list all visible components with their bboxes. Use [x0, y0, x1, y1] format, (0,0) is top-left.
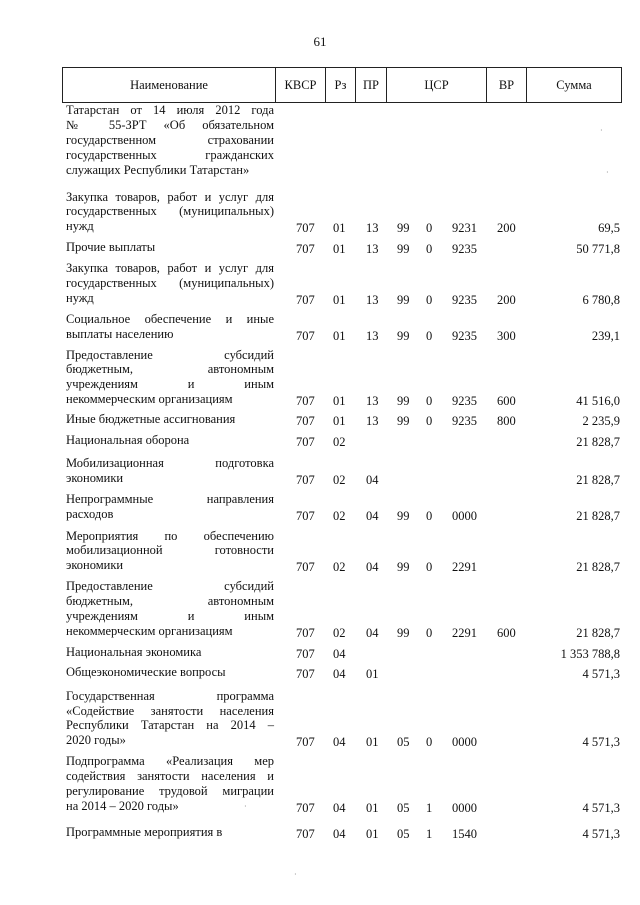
cell-rz: 01 — [333, 221, 346, 236]
cell-pr: 01 — [366, 735, 379, 750]
table-row — [0, 825, 640, 842]
row-name-line: Прочие выплаты — [66, 240, 156, 255]
cell-kvsr: 707 — [296, 292, 315, 307]
cell-pr: 01 — [366, 666, 379, 681]
row-name-line: № 55-ЗРТ «Об обязательном — [66, 117, 274, 132]
row-name — [66, 754, 274, 814]
row-name-line: экономики — [66, 470, 124, 485]
cell-rz: 02 — [333, 472, 346, 487]
cell-rz: 04 — [333, 666, 346, 681]
cell-csr3 — [452, 435, 492, 450]
row-name-line: регулирование трудовой миграции — [66, 784, 274, 798]
row-name-line: Мероприятия по обеспечению — [66, 528, 274, 543]
cell-pr: 13 — [366, 394, 379, 409]
cell-sum: 239,1 — [591, 328, 620, 343]
row-name — [66, 456, 274, 486]
row-name-line: Подпрограмма «Реализация мер — [66, 754, 274, 769]
row-name-line: нужд — [66, 219, 94, 234]
cell-pr: 13 — [366, 221, 379, 236]
cell-csr3 — [452, 473, 492, 488]
row-name — [66, 492, 274, 522]
cell-sum: 4 571,3 — [582, 666, 620, 681]
cell-kvsr: 707 — [296, 434, 315, 449]
cell-csr3: 0000 — [452, 800, 477, 815]
cell-sum: 4 571,3 — [582, 826, 620, 841]
cell-kvsr: 707 — [296, 394, 315, 409]
cell-csr1: 99 — [397, 221, 410, 236]
cell-csr2: 0 — [426, 328, 433, 343]
cell-csr1: 99 — [397, 394, 410, 409]
header-sum: Сумма — [556, 78, 592, 92]
cell-pr: 04 — [366, 508, 379, 523]
row-name — [66, 412, 274, 427]
row-name — [66, 579, 274, 639]
cell-csr3: 0000 — [452, 735, 477, 750]
row-name-line: Национальная экономика — [66, 644, 202, 659]
cell-csr1: 05 — [397, 735, 410, 750]
cell-csr2 — [426, 667, 436, 682]
row-name-line: 2020 годы» — [66, 733, 126, 748]
row-name-line: учреждениям и иным — [66, 377, 274, 392]
cell-kvsr: 707 — [296, 414, 315, 429]
row-name-line: некоммерческим организациям — [66, 392, 233, 407]
cell-kvsr: 707 — [296, 508, 315, 523]
cell-csr3: 9235 — [452, 242, 477, 257]
cell-vr: 200 — [497, 292, 516, 307]
table-row — [0, 433, 640, 450]
cell-rz: 01 — [333, 328, 346, 343]
cell-csr1: 05 — [397, 826, 410, 841]
row-name-line: экономики — [66, 558, 124, 573]
row-name — [66, 103, 274, 178]
page-number: 61 — [313, 34, 327, 49]
cell-csr3: 2291 — [452, 560, 477, 575]
header-name: Наименование — [63, 68, 276, 102]
row-name-line: Татарстан от 14 июля 2012 года — [66, 103, 274, 117]
row-name — [66, 689, 274, 749]
row-name — [66, 240, 274, 255]
cell-kvsr: 707 — [296, 472, 315, 487]
cell-csr2: 1 — [426, 826, 433, 841]
table-row — [0, 645, 640, 662]
cell-csr2 — [426, 165, 436, 180]
cell-vr: 300 — [497, 328, 516, 343]
cell-csr3: 0000 — [452, 508, 477, 523]
table-row — [0, 190, 640, 237]
scan-speck: · — [244, 802, 247, 811]
cell-csr1: 99 — [397, 625, 410, 640]
cell-csr1 — [397, 667, 417, 682]
row-name-line: Национальная оборона — [66, 433, 190, 448]
cell-vr: 800 — [497, 414, 516, 429]
row-name-line: выплаты населению — [66, 326, 174, 341]
row-name-line: Мобилизационная подготовка — [66, 455, 274, 470]
cell-csr1: 99 — [397, 414, 410, 429]
row-name — [66, 665, 274, 680]
cell-rz: 01 — [333, 242, 346, 257]
cell-pr: 13 — [366, 292, 379, 307]
cell-csr2: 0 — [426, 560, 433, 575]
cell-kvsr: 707 — [296, 735, 315, 750]
cell-kvsr: 707 — [296, 625, 315, 640]
table-row — [0, 456, 640, 488]
cell-kvsr: 707 — [296, 328, 315, 343]
row-name — [66, 645, 274, 660]
row-name-line: учреждениям и иным — [66, 609, 274, 624]
cell-kvsr: 707 — [296, 826, 315, 841]
row-name-line: мобилизационной готовности — [66, 543, 274, 558]
table-row — [0, 529, 640, 576]
cell-csr2: 1 — [426, 800, 433, 815]
row-name-line: расходов — [66, 506, 114, 521]
cell-pr: 04 — [366, 560, 379, 575]
row-name-line: на 2014 – 2020 годы» — [66, 798, 179, 813]
row-name — [66, 190, 274, 235]
cell-csr2: 0 — [426, 508, 433, 523]
header-kvsr: КВСР — [276, 68, 326, 102]
cell-rz: 02 — [333, 560, 346, 575]
table-row — [0, 312, 640, 344]
cell-csr2: 0 — [426, 625, 433, 640]
row-name-line: Социальное обеспечение и иные — [66, 311, 274, 326]
row-name-line: «Содействие занятости населения — [66, 703, 274, 718]
table-row — [0, 348, 640, 410]
cell-sum: 6 780,8 — [582, 292, 620, 307]
row-name-line: Иные бюджетные ассигнования — [66, 412, 236, 427]
cell-rz: 01 — [333, 414, 346, 429]
cell-kvsr: 707 — [296, 800, 315, 815]
cell-pr: 13 — [366, 328, 379, 343]
cell-csr2 — [426, 647, 436, 662]
table-row — [0, 412, 640, 429]
cell-csr1 — [397, 473, 417, 488]
cell-csr1: 99 — [397, 508, 410, 523]
row-name-line: бюджетным, автономным — [66, 594, 274, 609]
cell-csr3: 2291 — [452, 625, 477, 640]
cell-csr1: 99 — [397, 560, 410, 575]
row-name-line: бюджетным, автономным — [66, 362, 274, 377]
scan-speck: · — [294, 870, 297, 879]
cell-csr2: 0 — [426, 242, 433, 257]
cell-pr: 04 — [366, 472, 379, 487]
cell-csr2: 0 — [426, 221, 433, 236]
row-name — [66, 312, 274, 342]
cell-csr1: 99 — [397, 292, 410, 307]
row-name-line: Предоставление субсидий — [66, 347, 274, 362]
row-name-line: Государственная программа — [66, 688, 274, 703]
cell-kvsr: 707 — [296, 221, 315, 236]
cell-sum: 21 828,7 — [576, 508, 620, 523]
cell-csr3 — [452, 647, 492, 662]
cell-csr3: 9235 — [452, 292, 477, 307]
header-pr: ПР — [356, 68, 387, 102]
row-name — [66, 433, 274, 448]
row-name-line: содействия занятости населения и — [66, 769, 274, 784]
row-name-line: Программные мероприятия в — [66, 824, 223, 839]
cell-csr1 — [397, 165, 417, 180]
cell-kvsr: 707 — [296, 646, 315, 661]
cell-pr — [366, 435, 388, 450]
table-row — [0, 103, 640, 180]
cell-rz: 01 — [333, 292, 346, 307]
cell-vr: 600 — [497, 394, 516, 409]
scan-speck: · — [606, 168, 609, 177]
cell-csr1 — [397, 435, 417, 450]
row-name-line: нужд — [66, 290, 94, 305]
cell-sum: 4 571,3 — [582, 735, 620, 750]
cell-rz: 04 — [333, 646, 346, 661]
cell-sum: 41 516,0 — [576, 394, 620, 409]
table-row — [0, 240, 640, 257]
row-name-line: Закупка товаров, работ и услуг для — [66, 189, 274, 204]
row-name — [66, 529, 274, 574]
cell-rz: 02 — [333, 508, 346, 523]
cell-csr1: 99 — [397, 242, 410, 257]
cell-pr: 13 — [366, 414, 379, 429]
cell-pr: 13 — [366, 242, 379, 257]
cell-rz: 04 — [333, 800, 346, 815]
cell-sum: 4 571,3 — [582, 800, 620, 815]
table-header — [62, 67, 622, 103]
table-row — [0, 754, 640, 816]
cell-rz: 02 — [333, 625, 346, 640]
row-name-line: некоммерческим организациям — [66, 623, 233, 638]
row-name-line: государственном страховании — [66, 132, 274, 147]
row-name-line: государственных гражданских — [66, 147, 274, 162]
cell-pr: 04 — [366, 625, 379, 640]
table-row — [0, 261, 640, 308]
cell-csr3: 9231 — [452, 221, 477, 236]
cell-rz: 04 — [333, 826, 346, 841]
row-name-line: государственных (муниципальных) — [66, 204, 274, 219]
row-name-line: Закупка товаров, работ и услуг для — [66, 261, 274, 276]
cell-csr1: 99 — [397, 328, 410, 343]
cell-csr1: 05 — [397, 800, 410, 815]
row-name-line: государственных (муниципальных) — [66, 275, 274, 290]
row-name-line: служащих Республики Татарстан» — [66, 162, 250, 177]
header-csr: ЦСР — [387, 68, 487, 102]
cell-csr1 — [397, 647, 417, 662]
cell-sum: 21 828,7 — [576, 625, 620, 640]
row-name — [66, 261, 274, 306]
cell-csr2: 0 — [426, 292, 433, 307]
cell-rz: 04 — [333, 735, 346, 750]
cell-pr: 01 — [366, 826, 379, 841]
cell-csr3 — [452, 667, 492, 682]
table-row — [0, 689, 640, 751]
header-rz: Рз — [326, 68, 356, 102]
cell-sum — [520, 165, 620, 180]
cell-pr: 01 — [366, 800, 379, 815]
cell-kvsr: 707 — [296, 666, 315, 681]
row-name — [66, 348, 274, 408]
cell-sum: 69,5 — [598, 221, 620, 236]
cell-pr — [366, 165, 388, 180]
cell-vr: 200 — [497, 221, 516, 236]
cell-csr2: 0 — [426, 394, 433, 409]
cell-csr2 — [426, 435, 436, 450]
cell-sum: 21 828,7 — [576, 434, 620, 449]
cell-vr: 600 — [497, 625, 516, 640]
cell-kvsr — [296, 165, 320, 180]
table-body — [0, 103, 640, 842]
row-name-line: Предоставление субсидий — [66, 579, 274, 594]
table-row — [0, 492, 640, 524]
header-vr: ВР — [487, 68, 527, 102]
cell-sum: 21 828,7 — [576, 560, 620, 575]
cell-sum: 21 828,7 — [576, 472, 620, 487]
row-name — [66, 825, 274, 840]
cell-rz: 02 — [333, 434, 346, 449]
cell-kvsr: 707 — [296, 242, 315, 257]
cell-rz — [333, 165, 353, 180]
cell-csr3: 9235 — [452, 328, 477, 343]
cell-kvsr: 707 — [296, 560, 315, 575]
cell-sum: 1 353 788,8 — [560, 646, 620, 661]
row-name-line: Общеэкономические вопросы — [66, 664, 226, 679]
cell-csr3: 9235 — [452, 394, 477, 409]
table-row — [0, 579, 640, 641]
scan-speck: · — [600, 126, 603, 135]
cell-csr3: 1540 — [452, 826, 477, 841]
row-name-line: Республики Татарстан на 2014 – — [66, 718, 274, 733]
cell-csr2: 0 — [426, 735, 433, 750]
cell-csr2: 0 — [426, 414, 433, 429]
row-name-line: Непрограммные направления — [66, 491, 274, 506]
cell-sum: 50 771,8 — [576, 242, 620, 257]
cell-csr2 — [426, 473, 436, 488]
cell-pr — [366, 647, 388, 662]
table-row — [0, 665, 640, 682]
cell-rz: 01 — [333, 394, 346, 409]
cell-csr3 — [452, 165, 492, 180]
cell-csr3: 9235 — [452, 414, 477, 429]
cell-sum: 2 235,9 — [582, 414, 620, 429]
